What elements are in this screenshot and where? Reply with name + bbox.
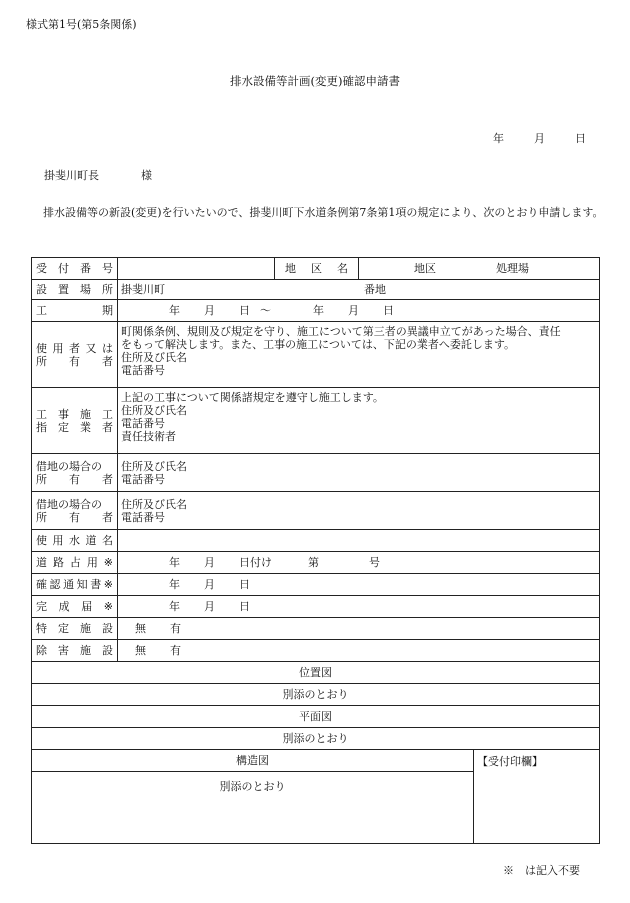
completion-field[interactable] [118, 596, 600, 618]
label-char: 者 [102, 420, 113, 434]
location-banchi: 番地 [364, 283, 386, 296]
row-lease2 [32, 492, 600, 530]
label-char: 施 [80, 407, 91, 421]
application-table [31, 257, 600, 844]
label-char: 定 [58, 420, 69, 434]
label-char: 設 [36, 283, 47, 296]
location-label [36, 283, 113, 296]
row-position-title [32, 662, 600, 684]
label-char: 用 [52, 534, 64, 547]
special-field[interactable] [118, 618, 600, 640]
label-char: 指 [36, 420, 47, 434]
contractor-field[interactable] [118, 388, 600, 454]
period-tilde: 〜 [260, 304, 271, 317]
position-map-title: 位置図 [32, 662, 600, 684]
contractor-label-line2 [36, 421, 113, 434]
label-char: 害 [58, 644, 69, 657]
user-text1: 町関係条例、規則及び規定を守り、施工について第三者の異議申立てがあった場合、責任 [121, 325, 561, 338]
road-go: 号 [369, 556, 380, 569]
road-label [36, 556, 113, 569]
confirm-year: 年 [169, 578, 180, 591]
label-char: 使 [36, 341, 47, 355]
receipt-number-field[interactable] [118, 258, 275, 280]
label-char: 施 [80, 622, 91, 635]
user-field[interactable] [118, 322, 600, 388]
label-char: 工 [102, 407, 113, 421]
label-char: 区 [311, 262, 322, 275]
road-field[interactable] [118, 552, 600, 574]
completion-label [36, 600, 113, 613]
label-char: 届 [81, 600, 93, 613]
user-label-cell [32, 322, 118, 388]
label-char: 所 [36, 354, 47, 368]
row-special [32, 618, 600, 640]
user-label-line2 [36, 355, 113, 368]
road-dai: 第 [308, 556, 319, 569]
row-user [32, 322, 600, 388]
lease1-label-cell [32, 454, 118, 492]
structure-map-title: 構造図 [32, 750, 474, 772]
label-char: 用 [86, 556, 98, 569]
addressee [44, 167, 152, 183]
confirm-month: 月 [204, 578, 215, 591]
plan-map-value: 別添のとおり [32, 728, 600, 750]
completion-month: 月 [204, 600, 215, 613]
plan-map-title: 平面図 [32, 706, 600, 728]
label-char: 路 [52, 556, 64, 569]
receipt-label-cell [32, 258, 118, 280]
lease2-address: 住所及び氏名 [121, 497, 187, 511]
intro-paragraph: 排水設備等の新設(変更)を行いたいので、掛斐川町下水道条例第7条第1項の規定により、次のとおり申請します。 [43, 206, 604, 219]
label-char: 完 [36, 600, 47, 613]
label-char: 又 [85, 341, 97, 355]
location-town: 掛斐川町 [121, 283, 165, 296]
user-label-line1 [36, 342, 113, 355]
completion-year: 年 [169, 600, 180, 613]
row-plan-title [32, 706, 600, 728]
confirm-field[interactable] [118, 574, 600, 596]
lease2-field[interactable] [118, 492, 600, 530]
road-year: 年 [169, 556, 180, 569]
period-year2: 年 [313, 304, 324, 317]
contractor-phone: 電話番号 [121, 417, 165, 430]
row-location [32, 280, 600, 300]
district-label [279, 262, 354, 275]
label-char: 設 [102, 622, 113, 635]
label-char: 者 [102, 354, 113, 368]
special-label [36, 622, 113, 635]
label-char: 確 [36, 578, 47, 591]
label-char: 書 [90, 578, 102, 591]
contractor-label-line1 [36, 408, 113, 421]
row-contractor [32, 388, 600, 454]
receipt-label [36, 262, 113, 275]
label-char: 道 [85, 534, 97, 547]
water-label [36, 534, 113, 547]
harm-no[interactable]: 無 [135, 644, 146, 657]
user-text2: をもって解決します。また、工事の施工については、下記の業者へ委託します。 [121, 338, 516, 351]
row-receipt [32, 258, 600, 280]
date-day: 日 [575, 132, 586, 145]
confirm-label [36, 578, 113, 591]
period-day1: 日 [239, 304, 250, 317]
label-char: 付 [58, 262, 69, 275]
honorific: 様 [141, 169, 152, 182]
label-char: 事 [58, 407, 69, 421]
label-char: 成 [58, 600, 70, 613]
label-char: 特 [36, 622, 47, 635]
label-char: 施 [80, 644, 91, 657]
lease1-label-line2 [36, 473, 113, 486]
period-year1: 年 [169, 304, 180, 317]
label-char: 用 [52, 341, 64, 355]
district-field[interactable] [359, 258, 600, 280]
period-month2: 月 [348, 304, 359, 317]
label-char: 通 [63, 578, 75, 591]
footer-note: ※ は記入不要 [503, 864, 580, 877]
lease1-phone: 電話番号 [121, 472, 165, 486]
label-char: 占 [69, 556, 81, 569]
label-char: 場 [80, 283, 91, 296]
lease2-phone: 電話番号 [121, 510, 165, 524]
label-char: 有 [69, 510, 80, 524]
period-month1: 月 [204, 304, 215, 317]
label-char: 有 [69, 354, 80, 368]
special-no[interactable]: 無 [135, 622, 146, 635]
harm-label [36, 644, 113, 657]
plant-value: 処理場 [496, 262, 529, 275]
label-char: 除 [36, 644, 47, 657]
label-char: 工 [36, 304, 47, 317]
label-char: 工 [36, 407, 47, 421]
label-char: は [102, 341, 113, 355]
label-char: 定 [58, 622, 69, 635]
special-yes[interactable]: 有 [170, 622, 181, 635]
lease1-field[interactable] [118, 454, 600, 492]
label-char: 置 [58, 283, 69, 296]
row-position-value [32, 684, 600, 706]
label-char: 者 [102, 510, 113, 524]
label-char: 期 [102, 304, 113, 317]
label-char: ※ [103, 578, 113, 591]
document-title: 排水設備等計画(変更)確認申請書 [230, 74, 400, 88]
stamp-label: 【受付印欄】 [477, 755, 543, 768]
label-char: 者 [69, 341, 80, 355]
lease1-address: 住所及び氏名 [121, 459, 187, 473]
district-value: 地区 [414, 262, 436, 275]
road-month: 月 [204, 556, 215, 569]
location-label-cell [32, 280, 118, 300]
special-label-cell [32, 618, 118, 640]
label-char: 者 [102, 472, 113, 486]
label-char: 水 [69, 534, 80, 547]
label-char: ※ [103, 600, 113, 613]
label-char: 受 [36, 262, 47, 275]
user-phone: 電話番号 [121, 364, 165, 377]
addressee-name: 掛斐川町長 [44, 169, 99, 182]
date-year: 年 [493, 132, 504, 145]
lease2-label-cell [32, 492, 118, 530]
lease2-label-line2 [36, 511, 113, 524]
label-char: 有 [69, 472, 80, 486]
period-label-cell [32, 300, 118, 322]
water-field[interactable] [118, 530, 600, 552]
harm-label-cell [32, 640, 118, 662]
location-field[interactable] [118, 280, 600, 300]
stamp-area [474, 750, 600, 844]
contractor-label-cell [32, 388, 118, 454]
row-harm [32, 640, 600, 662]
road-dated: 日付け [239, 556, 272, 569]
confirm-label-cell [32, 574, 118, 596]
harm-field[interactable] [118, 640, 600, 662]
label-char: ※ [103, 556, 113, 569]
label-char: 認 [49, 578, 61, 591]
row-period [32, 300, 600, 322]
label-char: 号 [102, 262, 113, 275]
road-label-cell [32, 552, 118, 574]
contractor-text1: 上記の工事について関係諸規定を遵守し施工します。 [121, 391, 384, 404]
row-lease1 [32, 454, 600, 492]
lease1-label-line1: 借地の場合の [36, 459, 102, 473]
label-char: 名 [337, 262, 348, 275]
contractor-engineer: 責任技術者 [121, 430, 176, 443]
period-day2: 日 [383, 304, 394, 317]
row-structure-title [32, 750, 600, 772]
label-char: 所 [36, 472, 47, 486]
district-label-cell [275, 258, 359, 280]
row-water [32, 530, 600, 552]
user-address: 住所及び氏名 [121, 351, 187, 364]
confirm-day: 日 [239, 578, 250, 591]
form-number: 様式第1号(第5条関係) [26, 18, 137, 31]
label-char: 使 [36, 534, 47, 547]
position-map-value: 別添のとおり [32, 684, 600, 706]
label-char: 設 [102, 644, 113, 657]
application-date [493, 130, 586, 146]
row-road [32, 552, 600, 574]
label-char: 名 [102, 534, 113, 547]
label-char: 知 [76, 578, 88, 591]
harm-yes[interactable]: 有 [170, 644, 181, 657]
label-char: 番 [80, 262, 91, 275]
row-completion [32, 596, 600, 618]
row-confirm [32, 574, 600, 596]
water-label-cell [32, 530, 118, 552]
period-field[interactable] [118, 300, 600, 322]
label-char: 業 [80, 420, 91, 434]
structure-map-value: 別添のとおり [32, 772, 474, 844]
contractor-address: 住所及び氏名 [121, 404, 187, 417]
row-plan-value [32, 728, 600, 750]
label-char: 道 [36, 556, 47, 569]
period-label [36, 304, 113, 317]
label-char: 所 [102, 283, 113, 296]
lease2-label-line1: 借地の場合の [36, 497, 102, 511]
label-char: 所 [36, 510, 47, 524]
date-month: 月 [534, 132, 545, 145]
label-char: 地 [285, 262, 296, 275]
completion-day: 日 [239, 600, 250, 613]
completion-label-cell [32, 596, 118, 618]
